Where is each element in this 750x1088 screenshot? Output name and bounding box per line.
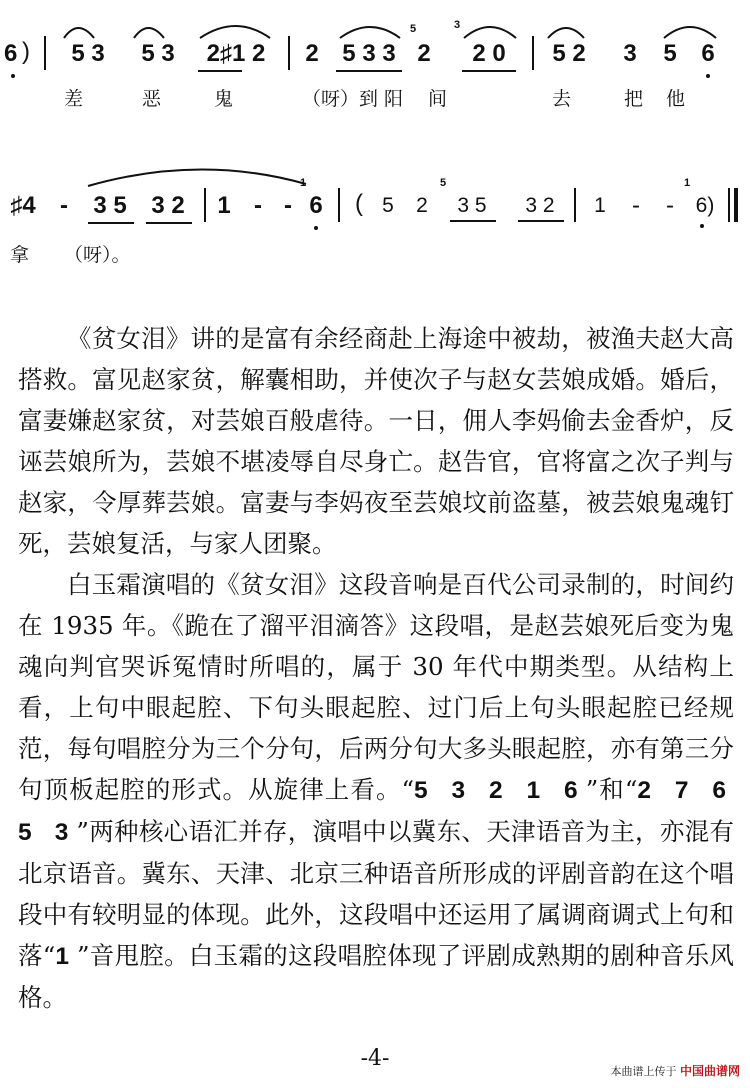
dash: - xyxy=(284,192,292,219)
note-group: 2♯1 2 xyxy=(206,40,266,67)
slur-marks xyxy=(0,14,750,44)
underline xyxy=(88,222,134,224)
dash: - xyxy=(632,192,640,219)
notation-inline: 5 3 2 1 6 xyxy=(414,777,586,804)
note: 2 xyxy=(416,194,428,217)
paragraph-text: ”音甩腔。白玉霜的这段唱腔体现了评剧成熟期的剧种音乐风格。 xyxy=(18,941,734,1012)
underline xyxy=(462,70,516,72)
note: 5 xyxy=(663,40,677,67)
underline xyxy=(450,220,496,222)
lyric: 他 xyxy=(666,88,686,110)
grace-note: 1 xyxy=(684,177,691,189)
notation-inline: 2 7 6 5 3 xyxy=(18,777,735,846)
note: ♯4 xyxy=(10,192,36,219)
paragraph-text: 白玉霜演唱的《贫女泪》这段音响是百代公司录制的，时间约在 1935 年。《跪在了溜平泪滴答》这段唱，是赵芸娘死后变为鬼魂向判官哭诉冤情时所唱的，属于 30 年代中期类型。从结构上看，上句中眼起腔、下句头眼起腔、过门后上句头眼起腔已经规范，每句唱腔分为三个分句，后两分句大多头眼起腔，亦有第三分句顶板起腔的形式。从旋律上看。“ xyxy=(18,570,734,804)
lyric: （呀）到 xyxy=(302,88,379,110)
site-credit xyxy=(610,1062,740,1079)
note-group: 5 3 3 xyxy=(342,40,396,67)
credit-prefix: 本曲谱上传于 xyxy=(610,1065,677,1078)
lyric: （呀）。 xyxy=(64,244,131,266)
note-group: 5 3 xyxy=(141,40,175,67)
paragraph-text: ”两种核心语汇并存，演唱中以冀东、天津语音为主，亦混有北京语音。冀东、天津、北京三种语音所形成的评剧音韵在这个唱段中有较明显的体现。此外，这段唱中还运用了属调商调式上句和落“ xyxy=(18,817,734,970)
paragraph-analysis xyxy=(18,564,734,1018)
barline xyxy=(728,188,730,222)
notation-inline: 1 xyxy=(55,943,77,970)
grace-note: 5 xyxy=(410,23,417,35)
dash: - xyxy=(60,192,68,219)
note: 6 xyxy=(701,40,715,67)
paragraph-synopsis: 《贫女泪》讲的是富有余经商赴上海途中被劫，被渔夫赵大高搭救。富见赵家贫，解囊相助，并使次子与赵女芸娘成婚。婚后，富妻嫌赵家贫，对芸娘百般虐待。一日，佣人李妈偷去金香炉，反诬芸娘所为，芸娘不堪凌辱自尽身亡。赵告官，官将富之次子判与赵家，令厚葬芸娘。富妻与李妈夜至芸娘坟前盗墓，被芸娘鬼魂钉死，芸娘复活，与家人团聚。 xyxy=(18,324,734,558)
underline xyxy=(336,70,402,72)
dash: - xyxy=(666,192,674,219)
page-number: -4- xyxy=(360,1046,390,1071)
lyric: 把 xyxy=(624,88,644,110)
credit-site: 中国曲谱网 xyxy=(679,1064,740,1078)
low-octave-dot xyxy=(11,74,15,78)
note-group: 5 3 xyxy=(71,40,105,67)
note: 6 xyxy=(309,192,323,219)
note-group: 3 5 xyxy=(93,192,127,219)
lyric: 去 xyxy=(552,88,572,110)
repeat-paren: ( xyxy=(355,190,363,217)
note: 6 xyxy=(4,40,18,67)
grace-note: 1 xyxy=(300,177,307,189)
note: 3 xyxy=(623,40,637,67)
note-group: 3 2 xyxy=(525,194,555,217)
slur-marks xyxy=(0,158,750,188)
low-octave-dot xyxy=(314,226,318,230)
low-octave-dot xyxy=(706,74,710,78)
lyric: 拿 xyxy=(10,244,30,266)
note-group: 5 2 xyxy=(552,40,586,67)
low-octave-dot xyxy=(700,224,704,228)
barline xyxy=(574,188,576,222)
notation-score xyxy=(0,0,750,300)
underline xyxy=(198,70,242,72)
lyric: 鬼 xyxy=(214,88,234,110)
lyric: 阳 xyxy=(384,88,404,110)
underline xyxy=(518,220,564,222)
note: 6) xyxy=(695,194,715,217)
note: 1 xyxy=(217,192,231,219)
slur-end: ) xyxy=(22,38,30,65)
final-barline xyxy=(734,188,738,222)
note: 5 xyxy=(382,194,394,217)
note-group: 3 5 xyxy=(457,194,487,217)
note-group: 2 0 xyxy=(472,40,506,67)
note: 1 xyxy=(594,194,606,217)
grace-note: 3 xyxy=(454,19,461,31)
note: 2 xyxy=(417,40,431,67)
lyric: 差 xyxy=(64,88,84,110)
article-body xyxy=(18,318,734,1018)
lyric: 间 xyxy=(428,88,448,110)
lyric: 恶 xyxy=(142,88,162,110)
note-group: 3 2 xyxy=(151,192,185,219)
barline xyxy=(204,188,206,222)
paragraph-text: ”和“ xyxy=(585,775,638,804)
underline xyxy=(146,222,192,224)
barline xyxy=(338,188,340,222)
grace-note: 5 xyxy=(440,177,447,189)
dash: - xyxy=(254,192,262,219)
note: 2 xyxy=(305,40,319,67)
